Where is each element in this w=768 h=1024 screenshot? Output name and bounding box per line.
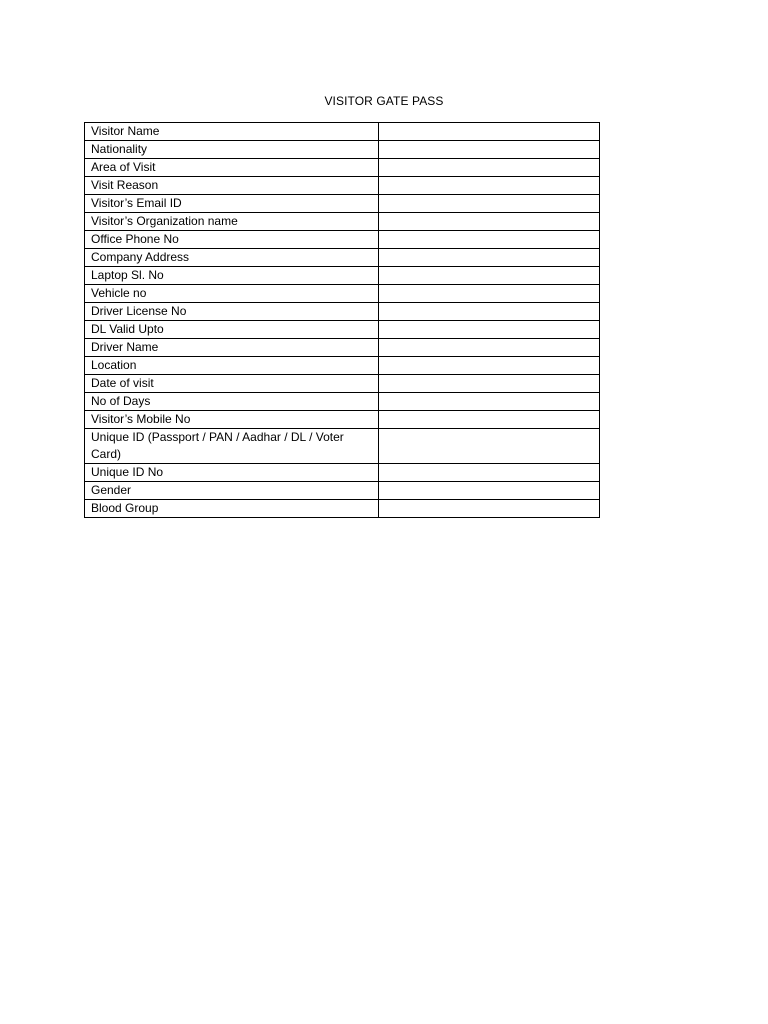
field-label-company-address: Company Address: [85, 249, 379, 267]
visitor-pass-table: [84, 122, 600, 518]
field-value-unique-id-no[interactable]: [379, 464, 600, 482]
field-label-mobile-no: Visitor’s Mobile No: [85, 411, 379, 429]
field-label-driver-name: Driver Name: [85, 339, 379, 357]
table-row: [85, 177, 600, 195]
field-value-unique-id-type[interactable]: [379, 429, 600, 464]
field-label-gender: Gender: [85, 482, 379, 500]
field-value-driver-license[interactable]: [379, 303, 600, 321]
table-row: [85, 231, 600, 249]
table-row: [85, 249, 600, 267]
table-row: [85, 393, 600, 411]
field-label-vehicle-no: Vehicle no: [85, 285, 379, 303]
table-row: [85, 303, 600, 321]
table-row: [85, 339, 600, 357]
field-value-dl-valid-upto[interactable]: [379, 321, 600, 339]
table-row: [85, 195, 600, 213]
table-row: [85, 375, 600, 393]
field-value-nationality[interactable]: [379, 141, 600, 159]
field-value-area-of-visit[interactable]: [379, 159, 600, 177]
field-label-office-phone: Office Phone No: [85, 231, 379, 249]
field-value-gender[interactable]: [379, 482, 600, 500]
field-value-no-of-days[interactable]: [379, 393, 600, 411]
field-label-date-of-visit: Date of visit: [85, 375, 379, 393]
document-title: VISITOR GATE PASS: [324, 94, 444, 108]
field-label-unique-id-no: Unique ID No: [85, 464, 379, 482]
field-label-location: Location: [85, 357, 379, 375]
field-value-visitor-name[interactable]: [379, 123, 600, 141]
table-row: [85, 429, 600, 464]
table-row: [85, 500, 600, 518]
field-label-unique-id-type: Unique ID (Passport / PAN / Aadhar / DL / Voter Card): [85, 429, 379, 464]
field-value-driver-name[interactable]: [379, 339, 600, 357]
field-value-visit-reason[interactable]: [379, 177, 600, 195]
field-value-blood-group[interactable]: [379, 500, 600, 518]
table-row: [85, 159, 600, 177]
field-label-visitor-email: Visitor’s Email ID: [85, 195, 379, 213]
table-row: [85, 411, 600, 429]
field-label-visit-reason: Visit Reason: [85, 177, 379, 195]
field-label-area-of-visit: Area of Visit: [85, 159, 379, 177]
table-row: [85, 213, 600, 231]
field-value-mobile-no[interactable]: [379, 411, 600, 429]
field-label-dl-valid-upto: DL Valid Upto: [85, 321, 379, 339]
table-row: [85, 357, 600, 375]
field-label-laptop-serial: Laptop Sl. No: [85, 267, 379, 285]
field-value-company-address[interactable]: [379, 249, 600, 267]
field-value-laptop-serial[interactable]: [379, 267, 600, 285]
table-row: [85, 482, 600, 500]
table-row: [85, 141, 600, 159]
field-value-office-phone[interactable]: [379, 231, 600, 249]
table-row: [85, 285, 600, 303]
field-value-organization-name[interactable]: [379, 213, 600, 231]
table-row: [85, 267, 600, 285]
field-value-vehicle-no[interactable]: [379, 285, 600, 303]
table-row: [85, 321, 600, 339]
field-value-visitor-email[interactable]: [379, 195, 600, 213]
field-label-no-of-days: No of Days: [85, 393, 379, 411]
table-row: [85, 123, 600, 141]
field-label-blood-group: Blood Group: [85, 500, 379, 518]
field-label-nationality: Nationality: [85, 141, 379, 159]
field-value-date-of-visit[interactable]: [379, 375, 600, 393]
field-value-location[interactable]: [379, 357, 600, 375]
field-label-organization-name: Visitor’s Organization name: [85, 213, 379, 231]
field-label-visitor-name: Visitor Name: [85, 123, 379, 141]
table-row: [85, 464, 600, 482]
field-label-driver-license: Driver License No: [85, 303, 379, 321]
